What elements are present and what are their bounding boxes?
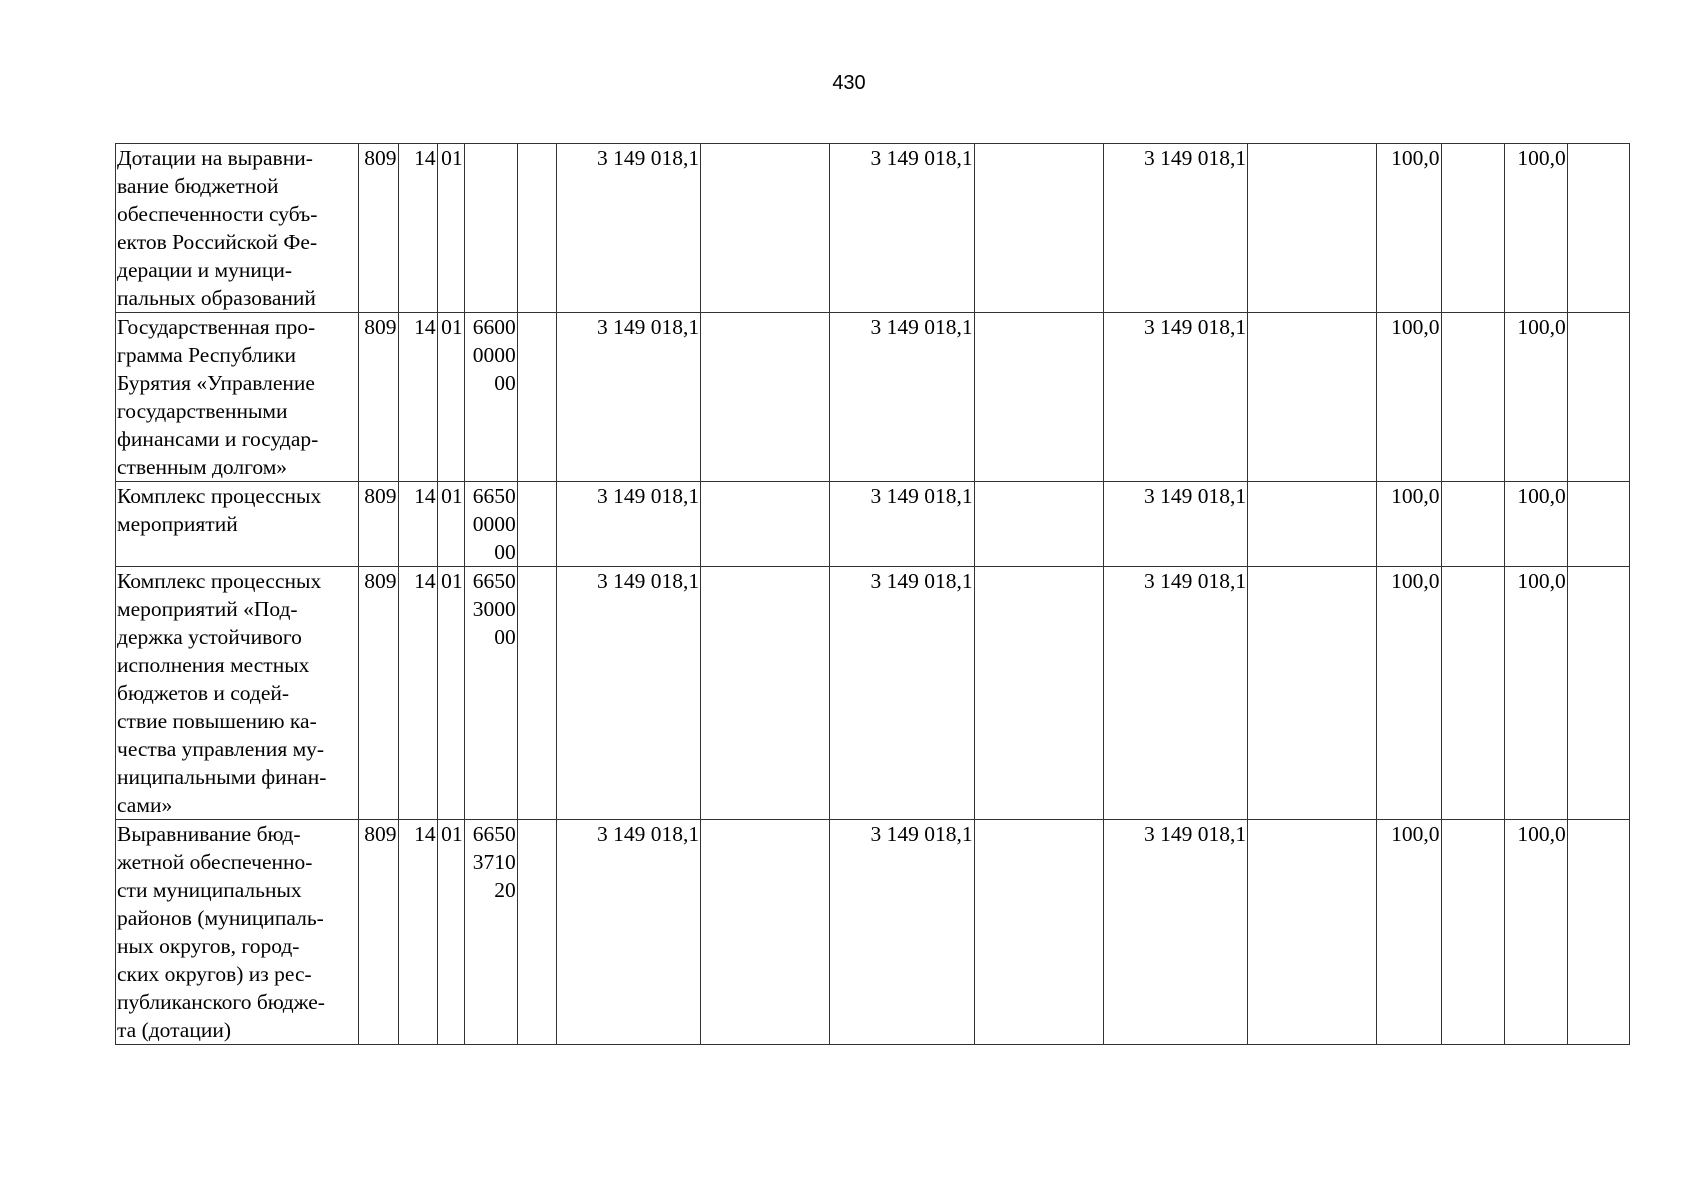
percent-cell: 100,0 [1377,482,1441,567]
percent-cell: 100,0 [1377,567,1441,820]
amount-cell: 3 149 018,1 [1103,567,1247,820]
percent-cell: 100,0 [1377,820,1441,1045]
target-article-cell: 6600 0000 00 [464,313,517,482]
empty-cell [701,144,830,313]
target-article-cell [464,144,517,313]
empty-cell [1567,820,1629,1045]
amount-cell: 3 149 018,1 [556,482,700,567]
empty-cell [1567,144,1629,313]
subsection-code-cell: 01 [437,144,464,313]
target-article-cell: 6650 0000 00 [464,482,517,567]
table-row [116,482,1630,567]
amount-cell: 3 149 018,1 [830,313,974,482]
empty-cell [1248,144,1377,313]
empty-cell [1441,482,1504,567]
target-article-cell: 6650 3000 00 [464,567,517,820]
amount-cell: 3 149 018,1 [830,820,974,1045]
table-row [116,567,1630,820]
grbs-code-cell: 809 [359,820,398,1045]
expense-type-cell [517,482,556,567]
empty-cell [701,820,830,1045]
amount-cell: 3 149 018,1 [1103,144,1247,313]
empty-cell [1248,567,1377,820]
expense-type-cell [517,820,556,1045]
section-code-cell: 14 [398,313,437,482]
amount-cell: 3 149 018,1 [556,820,700,1045]
empty-cell [974,820,1103,1045]
percent-cell: 100,0 [1504,820,1567,1045]
subsection-code-cell: 01 [437,567,464,820]
empty-cell [1441,313,1504,482]
expense-type-cell [517,313,556,482]
empty-cell [1248,482,1377,567]
empty-cell [974,313,1103,482]
percent-cell: 100,0 [1504,482,1567,567]
empty-cell [1567,482,1629,567]
subsection-code-cell: 01 [437,820,464,1045]
empty-cell [974,482,1103,567]
percent-cell: 100,0 [1504,567,1567,820]
row-name-cell: Выравнивание бюд- жетной обеспеченно- сти муниципальных районов (муниципаль- ных округов, город- ских округов) из рес- публиканского бюдже- та (дотации) [116,820,359,1045]
amount-cell: 3 149 018,1 [556,313,700,482]
empty-cell [1441,567,1504,820]
table-row [116,820,1630,1045]
page-number: 430 [832,72,866,94]
grbs-code-cell: 809 [359,567,398,820]
budget-table [115,143,1630,1045]
grbs-code-cell: 809 [359,482,398,567]
amount-cell: 3 149 018,1 [1103,482,1247,567]
row-name-cell: Комплекс процессных мероприятий «Под- держка устойчивого исполнения местных бюджетов и содей- ствие повышению ка- чества управления му- ниципальными финан- сами» [116,567,359,820]
target-article-cell: 6650 3710 20 [464,820,517,1045]
empty-cell [1248,820,1377,1045]
row-name-cell: Дотации на выравни- вание бюджетной обеспеченности субъ- ектов Российской Фе- дерации и муници- пальных образований [116,144,359,313]
section-code-cell: 14 [398,820,437,1045]
table-row [116,313,1630,482]
percent-cell: 100,0 [1377,144,1441,313]
empty-cell [974,567,1103,820]
empty-cell [701,482,830,567]
amount-cell: 3 149 018,1 [830,567,974,820]
amount-cell: 3 149 018,1 [1103,313,1247,482]
amount-cell: 3 149 018,1 [830,144,974,313]
empty-cell [701,313,830,482]
empty-cell [1441,820,1504,1045]
table-row [116,144,1630,313]
grbs-code-cell: 809 [359,144,398,313]
empty-cell [1567,567,1629,820]
empty-cell [1441,144,1504,313]
percent-cell: 100,0 [1377,313,1441,482]
amount-cell: 3 149 018,1 [1103,820,1247,1045]
amount-cell: 3 149 018,1 [556,144,700,313]
percent-cell: 100,0 [1504,313,1567,482]
grbs-code-cell: 809 [359,313,398,482]
subsection-code-cell: 01 [437,313,464,482]
amount-cell: 3 149 018,1 [556,567,700,820]
empty-cell [1248,313,1377,482]
amount-cell: 3 149 018,1 [830,482,974,567]
section-code-cell: 14 [398,144,437,313]
expense-type-cell [517,567,556,820]
expense-type-cell [517,144,556,313]
empty-cell [701,567,830,820]
percent-cell: 100,0 [1504,144,1567,313]
section-code-cell: 14 [398,567,437,820]
section-code-cell: 14 [398,482,437,567]
row-name-cell: Государственная про- грамма Республики Бурятия «Управление государственными финансами и государ- ственным долгом» [116,313,359,482]
subsection-code-cell: 01 [437,482,464,567]
row-name-cell: Комплекс процессных мероприятий [116,482,359,567]
empty-cell [1567,313,1629,482]
empty-cell [974,144,1103,313]
